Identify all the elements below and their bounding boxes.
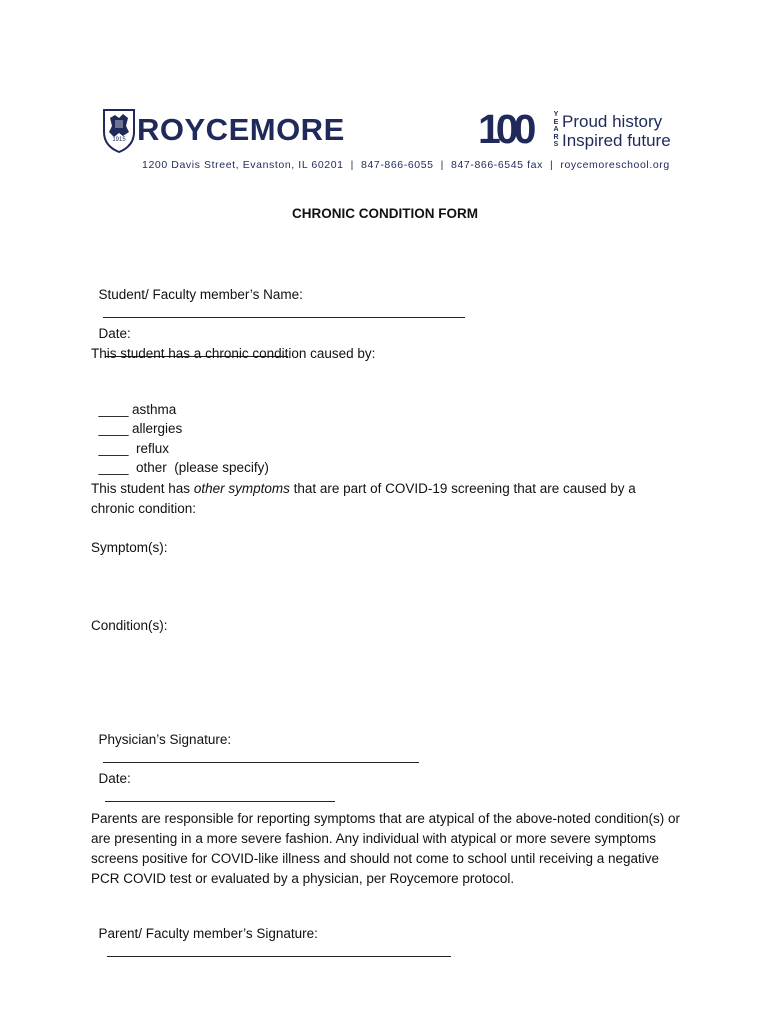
symptoms-intro <box>91 479 671 519</box>
symptoms-intro-text: This student has <box>91 481 194 496</box>
school-website: roycemoreschool.org <box>560 159 670 171</box>
school-address: 1200 Davis Street, Evanston, IL 60201 <box>142 159 344 171</box>
years-letter: S <box>553 141 559 148</box>
symptoms-intro-emphasis: other symptoms <box>193 481 290 496</box>
centennial-logo <box>478 106 553 152</box>
symptoms-field[interactable] <box>91 560 671 612</box>
condition-checkbox-blank[interactable]: ____ <box>98 460 129 475</box>
tagline-line-2: Inspired future <box>562 131 671 150</box>
condition-checkbox-blank[interactable]: ____ <box>98 441 129 456</box>
parent-signature-field[interactable] <box>107 943 451 957</box>
years-vertical-text <box>552 111 560 149</box>
separator: | <box>440 159 444 171</box>
condition-intro: This student has a chronic condition caused by: <box>91 346 376 361</box>
years-letter: R <box>553 133 559 141</box>
symptoms-label: Symptom(s): <box>91 540 168 555</box>
date2-field[interactable] <box>105 788 335 802</box>
condition-checkbox-blank[interactable]: ____ <box>98 402 129 417</box>
date-label: Date: <box>98 326 131 341</box>
condition-label: allergies <box>132 421 183 436</box>
years-letter: Y <box>553 111 559 118</box>
condition-label: asthma <box>132 402 177 417</box>
centennial-number: 100 <box>478 106 532 152</box>
conditions-field[interactable] <box>91 638 671 702</box>
years-letter: E <box>553 118 559 126</box>
years-letter: A <box>553 126 559 133</box>
school-name-logo: ROYCEMORE <box>137 112 345 147</box>
school-fax: 847-866-6545 fax <box>451 159 543 171</box>
school-phone: 847-866-6055 <box>361 159 434 171</box>
symptoms-intro-text: that are part of COVID-19 screening that are caused by a chronic condition: <box>91 481 636 516</box>
crest-year: 1915 <box>112 137 126 143</box>
parent-signature-label: Parent/ Faculty member’s Signature: <box>98 926 318 941</box>
form-title: CHRONIC CONDITION FORM <box>292 206 478 221</box>
parent-notice: Parents are responsible for reporting symptoms that are atypical of the above-noted condition(s) or are presenting in a more severe fashion. Any individual with atypical or more severe symptoms screens positive for COVID-like illness and should not come to school until receiving a negative PCR COVID test or evaluated by a physician, per Roycemore protocol. <box>91 811 681 886</box>
separator: | <box>550 159 554 171</box>
condition-label: other (please specify) <box>136 460 269 475</box>
address-line <box>142 159 670 171</box>
school-crest <box>101 106 137 154</box>
date2-row <box>91 752 335 807</box>
separator: | <box>350 159 354 171</box>
tagline-line-1: Proud history <box>562 112 663 131</box>
condition-checkbox-blank[interactable]: ____ <box>98 421 129 436</box>
name-label: Student/ Faculty member’s Name: <box>98 287 303 302</box>
parent-signature-row <box>91 907 451 962</box>
date2-label: Date: <box>98 771 131 786</box>
conditions-label: Condition(s): <box>91 618 168 633</box>
physician-signature-label: Physician’s Signature: <box>98 732 232 747</box>
condition-label: reflux <box>136 441 170 456</box>
